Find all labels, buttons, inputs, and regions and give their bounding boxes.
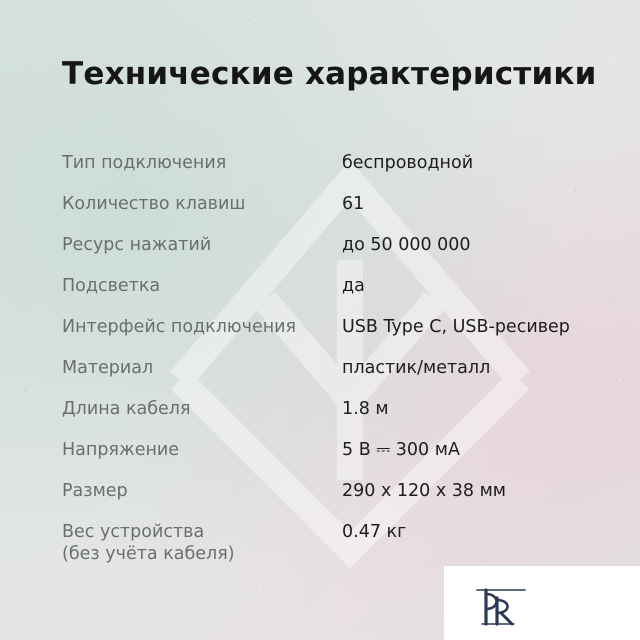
spec-value: USB Type C, USB-ресивер <box>342 317 570 337</box>
spec-value: да <box>342 276 365 296</box>
spec-label: Тип подключения <box>62 153 227 173</box>
spec-row-voltage <box>62 439 602 480</box>
spec-row-cable-length <box>62 398 602 439</box>
spec-row-material <box>62 357 602 398</box>
specs-table <box>62 152 602 565</box>
spec-value: 290 х 120 х 38 мм <box>342 481 507 501</box>
spec-row-size <box>62 480 602 521</box>
spec-label: Размер <box>62 481 128 501</box>
spec-row-interface <box>62 316 602 357</box>
spec-label: Количество клавиш <box>62 194 246 214</box>
spec-value: до 50 000 000 <box>342 235 471 255</box>
spec-row-connection-type <box>62 152 602 193</box>
spec-value: 1.8 м <box>342 399 389 419</box>
spec-value: беспроводной <box>342 153 474 173</box>
spec-value: 0.47 кг <box>342 522 407 542</box>
spec-label: Материал <box>62 358 154 378</box>
brand-monogram-logo-icon <box>474 578 528 632</box>
spec-label: Интерфейс подключения <box>62 317 297 337</box>
spec-row-keystroke-life <box>62 234 602 275</box>
spec-value: 61 <box>342 194 365 214</box>
spec-row-weight <box>62 521 602 565</box>
spec-label: Длина кабеля <box>62 399 191 419</box>
spec-label: Ресурс нажатий <box>62 235 212 255</box>
page-title: Технические характеристики <box>62 56 597 92</box>
spec-row-key-count <box>62 193 602 234</box>
spec-row-backlight <box>62 275 602 316</box>
spec-label: Вес устройства (без учёта кабеля) <box>62 522 235 564</box>
spec-value: 5 В ⎓ 300 мА <box>342 440 460 460</box>
spec-label: Напряжение <box>62 440 180 460</box>
spec-label: Подсветка <box>62 276 161 296</box>
spec-value: пластик/металл <box>342 358 491 378</box>
